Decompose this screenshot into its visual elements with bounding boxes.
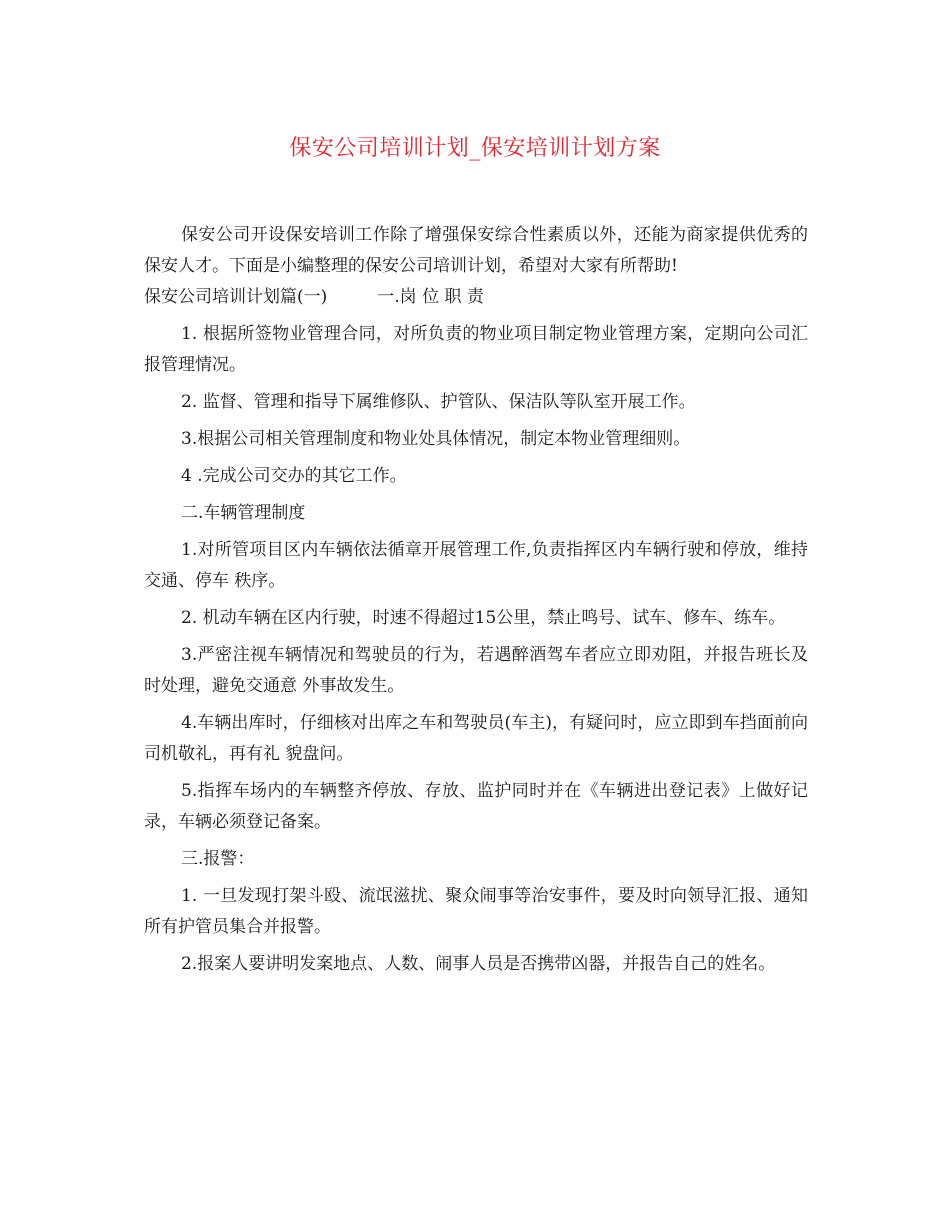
paragraph-duty-1: 1. 根据所签物业管理合同，对所负责的物业项目制定物业管理方案，定期向公司汇报管理情况。	[144, 324, 808, 375]
paragraph-duty-2: 2. 监督、管理和指导下属维修队、护管队、保洁队等队室开展工作。	[181, 392, 696, 412]
heading-alarm: 三.报警：	[181, 849, 255, 869]
paragraph-vehicle-3: 3.严密注视车辆情况和驾驶员的行为，若遇醉酒驾车者应立即劝阻，并报告班长及时处理，避免交通意 外事故发生。	[144, 645, 808, 696]
intro-paragraph: 保安公司开设保安培训工作除了增强保安综合性素质以外，还能为商家提供优秀的保安人才。下面是小编整理的保安公司培训计划，希望对大家有所帮助!	[144, 225, 808, 276]
paragraph-alarm-2: 2.报案人要讲明发案地点、人数、闹事人员是否携带凶器，并报告自己的姓名。	[181, 954, 776, 974]
section-part-label: 保安公司培训计划篇(一)	[144, 287, 328, 307]
paragraph-vehicle-2: 2. 机动车辆在区内行驶，时速不得超过15公里，禁止鸣号、试车、修车、练车。	[181, 608, 786, 628]
paragraph-duty-4: 4 .完成公司交办的其它工作。	[181, 466, 407, 486]
paragraph-vehicle-4: 4.车辆出库时，仔细核对出库之车和驾驶员(车主)，有疑问时，应立即到车挡面前向司机敬礼，再有礼 貌盘问。	[144, 713, 808, 764]
document-title: 保安公司培训计划_保安培训计划方案	[289, 136, 661, 161]
paragraph-duty-3: 3.根据公司相关管理制度和物业处具体情况，制定本物业管理细则。	[181, 429, 691, 449]
section-heading: 一.岗 位 职 责	[377, 287, 484, 307]
paragraph-alarm-1: 1. 一旦发现打架斗殴、流氓滋扰、聚众闹事等治安事件，要及时向领导汇报、通知所有护管员集合并报警。	[144, 886, 808, 937]
heading-vehicle-management: 二.车辆管理制度	[181, 503, 306, 523]
paragraph-vehicle-1: 1.对所管项目区内车辆依法循章开展管理工作,负责指挥区内车辆行驶和停放，维持交通、停车 秩序。	[144, 540, 808, 591]
document-body	[144, 220, 808, 986]
paragraph-vehicle-5: 5.指挥车场内的车辆整齐停放、存放、监护同时并在《车辆进出登记表》上做好记录，车辆必须登记备案。	[144, 781, 808, 832]
section-line	[144, 282, 808, 313]
